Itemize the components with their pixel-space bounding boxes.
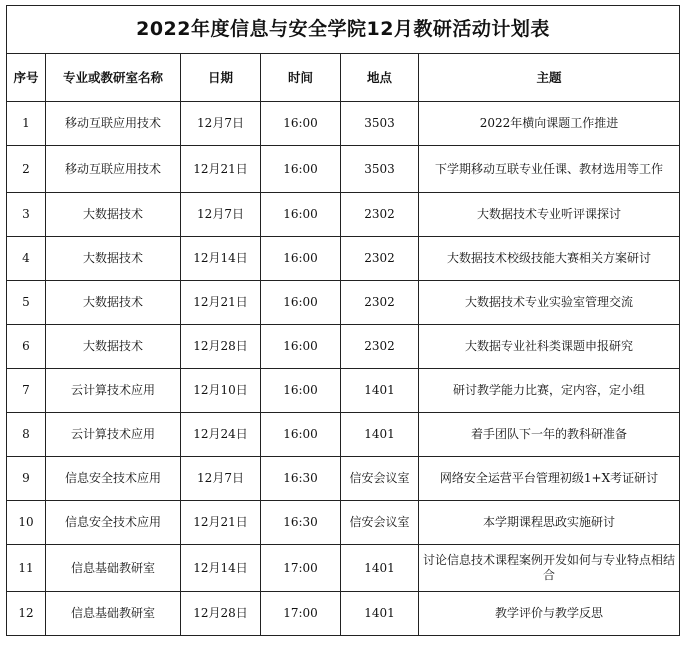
header-topic: 主题	[419, 54, 680, 102]
cell-date: 12月28日	[181, 592, 261, 636]
cell-place: 2302	[341, 325, 419, 369]
cell-no: 7	[7, 369, 46, 413]
cell-dept: 移动互联应用技术	[46, 146, 181, 193]
cell-dept: 大数据技术	[46, 237, 181, 281]
cell-topic: 2022年横向课题工作推进	[419, 102, 680, 146]
cell-place: 1401	[341, 369, 419, 413]
cell-topic: 大数据技术专业听评课探讨	[419, 193, 680, 237]
cell-time: 16:00	[261, 413, 341, 457]
table-row	[7, 457, 680, 501]
cell-topic: 着手团队下一年的教科研准备	[419, 413, 680, 457]
cell-topic: 下学期移动互联专业任课、教材选用等工作	[419, 146, 680, 193]
cell-topic: 研讨教学能力比赛，定内容，定小组	[419, 369, 680, 413]
cell-no: 11	[7, 545, 46, 592]
cell-topic: 本学期课程思政实施研讨	[419, 501, 680, 545]
cell-place: 3503	[341, 102, 419, 146]
table-title: 2022年度信息与安全学院12月教研活动计划表	[7, 6, 680, 54]
table-row	[7, 325, 680, 369]
cell-topic: 讨论信息技术课程案例开发如何与专业特点相结合	[419, 545, 680, 592]
cell-no: 12	[7, 592, 46, 636]
cell-place: 2302	[341, 237, 419, 281]
cell-no: 3	[7, 193, 46, 237]
cell-time: 16:30	[261, 501, 341, 545]
table-row	[7, 413, 680, 457]
cell-date: 12月21日	[181, 501, 261, 545]
cell-date: 12月10日	[181, 369, 261, 413]
cell-date: 12月14日	[181, 237, 261, 281]
cell-place: 1401	[341, 592, 419, 636]
cell-place: 1401	[341, 413, 419, 457]
cell-time: 17:00	[261, 592, 341, 636]
cell-time: 16:00	[261, 281, 341, 325]
cell-time: 16:00	[261, 146, 341, 193]
cell-dept: 信息基础教研室	[46, 545, 181, 592]
cell-no: 9	[7, 457, 46, 501]
cell-time: 16:00	[261, 325, 341, 369]
cell-date: 12月14日	[181, 545, 261, 592]
cell-no: 4	[7, 237, 46, 281]
table-row	[7, 545, 680, 592]
activity-plan-table	[6, 5, 680, 636]
table-row	[7, 146, 680, 193]
cell-topic: 网络安全运营平台管理初级1+X考证研讨	[419, 457, 680, 501]
cell-place: 2302	[341, 193, 419, 237]
cell-time: 16:00	[261, 369, 341, 413]
cell-place: 3503	[341, 146, 419, 193]
cell-date: 12月21日	[181, 146, 261, 193]
cell-time: 16:00	[261, 102, 341, 146]
table-row	[7, 102, 680, 146]
cell-dept: 信息基础教研室	[46, 592, 181, 636]
cell-dept: 大数据技术	[46, 325, 181, 369]
cell-date: 12月21日	[181, 281, 261, 325]
cell-topic: 大数据专业社科类课题申报研究	[419, 325, 680, 369]
cell-no: 6	[7, 325, 46, 369]
cell-topic: 大数据技术校级技能大赛相关方案研讨	[419, 237, 680, 281]
cell-time: 17:00	[261, 545, 341, 592]
cell-no: 5	[7, 281, 46, 325]
cell-dept: 移动互联应用技术	[46, 102, 181, 146]
cell-date: 12月28日	[181, 325, 261, 369]
header-dept: 专业或教研室名称	[46, 54, 181, 102]
header-no: 序号	[7, 54, 46, 102]
cell-no: 1	[7, 102, 46, 146]
cell-date: 12月24日	[181, 413, 261, 457]
cell-dept: 信息安全技术应用	[46, 501, 181, 545]
cell-dept: 信息安全技术应用	[46, 457, 181, 501]
cell-place: 信安会议室	[341, 501, 419, 545]
table-row	[7, 501, 680, 545]
cell-date: 12月7日	[181, 457, 261, 501]
cell-place: 1401	[341, 545, 419, 592]
table-row	[7, 281, 680, 325]
cell-topic: 教学评价与教学反思	[419, 592, 680, 636]
cell-no: 8	[7, 413, 46, 457]
cell-time: 16:30	[261, 457, 341, 501]
header-row	[7, 54, 680, 102]
header-time: 时间	[261, 54, 341, 102]
table-row	[7, 592, 680, 636]
table-row	[7, 193, 680, 237]
cell-dept: 云计算技术应用	[46, 369, 181, 413]
cell-place: 2302	[341, 281, 419, 325]
cell-dept: 大数据技术	[46, 281, 181, 325]
cell-place: 信安会议室	[341, 457, 419, 501]
table-row	[7, 369, 680, 413]
cell-dept: 大数据技术	[46, 193, 181, 237]
cell-no: 2	[7, 146, 46, 193]
cell-time: 16:00	[261, 193, 341, 237]
cell-date: 12月7日	[181, 102, 261, 146]
cell-topic: 大数据技术专业实验室管理交流	[419, 281, 680, 325]
table-row	[7, 237, 680, 281]
cell-time: 16:00	[261, 237, 341, 281]
header-place: 地点	[341, 54, 419, 102]
cell-no: 10	[7, 501, 46, 545]
cell-date: 12月7日	[181, 193, 261, 237]
cell-dept: 云计算技术应用	[46, 413, 181, 457]
header-date: 日期	[181, 54, 261, 102]
